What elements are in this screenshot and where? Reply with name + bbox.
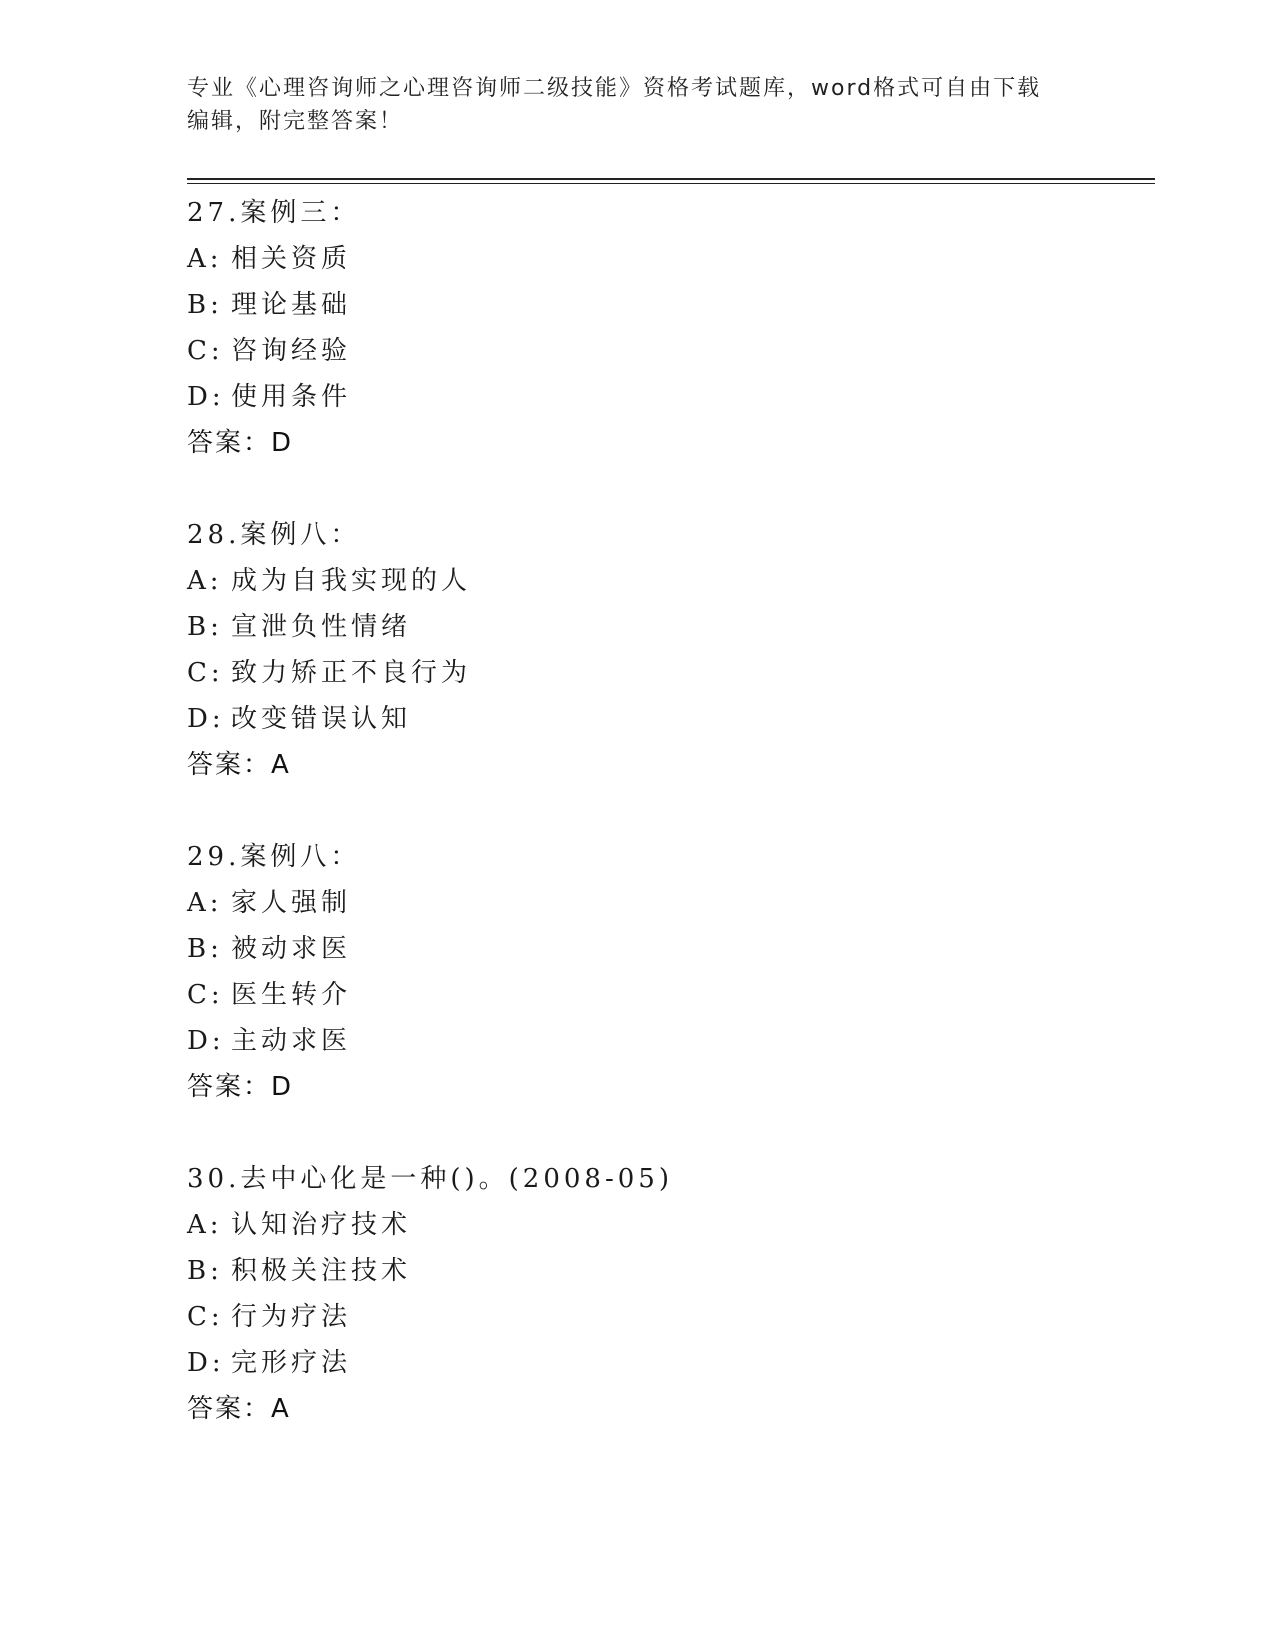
option-text: 致力矫正不良行为: [231, 658, 472, 688]
option-d: [187, 1340, 1155, 1386]
option-text: 使用条件: [231, 382, 352, 412]
option-b: [187, 1248, 1155, 1294]
option-text: 被动求医: [231, 934, 352, 964]
answer-label: 答案：D: [187, 428, 294, 458]
option-text: 主动求医: [231, 1026, 352, 1056]
option-d: [187, 1018, 1155, 1064]
option-text: 行为疗法: [231, 1302, 352, 1332]
option-letter: B:: [187, 934, 223, 964]
option-letter: C:: [187, 336, 224, 366]
question-27: [187, 190, 1155, 466]
question-29: [187, 834, 1155, 1110]
answer-label: 答案：A: [187, 1394, 291, 1424]
option-b: [187, 282, 1155, 328]
option-letter: B:: [187, 290, 223, 320]
option-letter: D:: [187, 382, 225, 412]
option-text: 宣泄负性情绪: [231, 612, 412, 642]
option-letter: B:: [187, 1256, 223, 1286]
answer-label: 答案：D: [187, 1072, 294, 1102]
option-text: 改变错误认知: [231, 704, 412, 734]
option-a: [187, 1202, 1155, 1248]
question-stem: 28.案例八：: [187, 520, 361, 550]
option-text: 积极关注技术: [231, 1256, 412, 1286]
option-b: [187, 604, 1155, 650]
option-a: [187, 558, 1155, 604]
option-text: 认知治疗技术: [231, 1210, 412, 1240]
option-letter: D:: [187, 704, 225, 734]
option-text: 理论基础: [231, 290, 352, 320]
option-c: [187, 972, 1155, 1018]
option-text: 完形疗法: [231, 1348, 352, 1378]
option-a: [187, 236, 1155, 282]
option-text: 医生转介: [231, 980, 352, 1010]
document-header: [187, 72, 1087, 138]
option-d: [187, 696, 1155, 742]
question-list: [187, 190, 1155, 1432]
option-text: 相关资质: [231, 244, 352, 274]
option-c: [187, 328, 1155, 374]
option-b: [187, 926, 1155, 972]
header-line-2: 编辑，附完整答案！: [187, 109, 404, 134]
option-d: [187, 374, 1155, 420]
option-text: 成为自我实现的人: [231, 566, 472, 596]
option-letter: B:: [187, 612, 223, 642]
question-stem: 29.案例八：: [187, 842, 361, 872]
header-divider-thin: [187, 183, 1155, 184]
option-letter: C:: [187, 1302, 224, 1332]
option-letter: C:: [187, 658, 224, 688]
header-divider-thick: [187, 178, 1155, 180]
option-letter: C:: [187, 980, 224, 1010]
question-30: [187, 1156, 1155, 1432]
question-28: [187, 512, 1155, 788]
option-text: 咨询经验: [231, 336, 352, 366]
option-c: [187, 1294, 1155, 1340]
option-letter: A:: [187, 244, 223, 274]
option-letter: D:: [187, 1026, 225, 1056]
option-letter: A:: [187, 1210, 223, 1240]
option-letter: A:: [187, 888, 223, 918]
option-a: [187, 880, 1155, 926]
question-stem: 27.案例三：: [187, 198, 361, 228]
question-stem: 30.去中心化是一种()。(2008-05): [187, 1164, 673, 1194]
option-text: 家人强制: [231, 888, 352, 918]
option-c: [187, 650, 1155, 696]
option-letter: A:: [187, 566, 223, 596]
option-letter: D:: [187, 1348, 225, 1378]
header-line-1: 专业《心理咨询师之心理咨询师二级技能》资格考试题库，word格式可自由下载: [187, 76, 1042, 101]
answer-label: 答案：A: [187, 750, 291, 780]
